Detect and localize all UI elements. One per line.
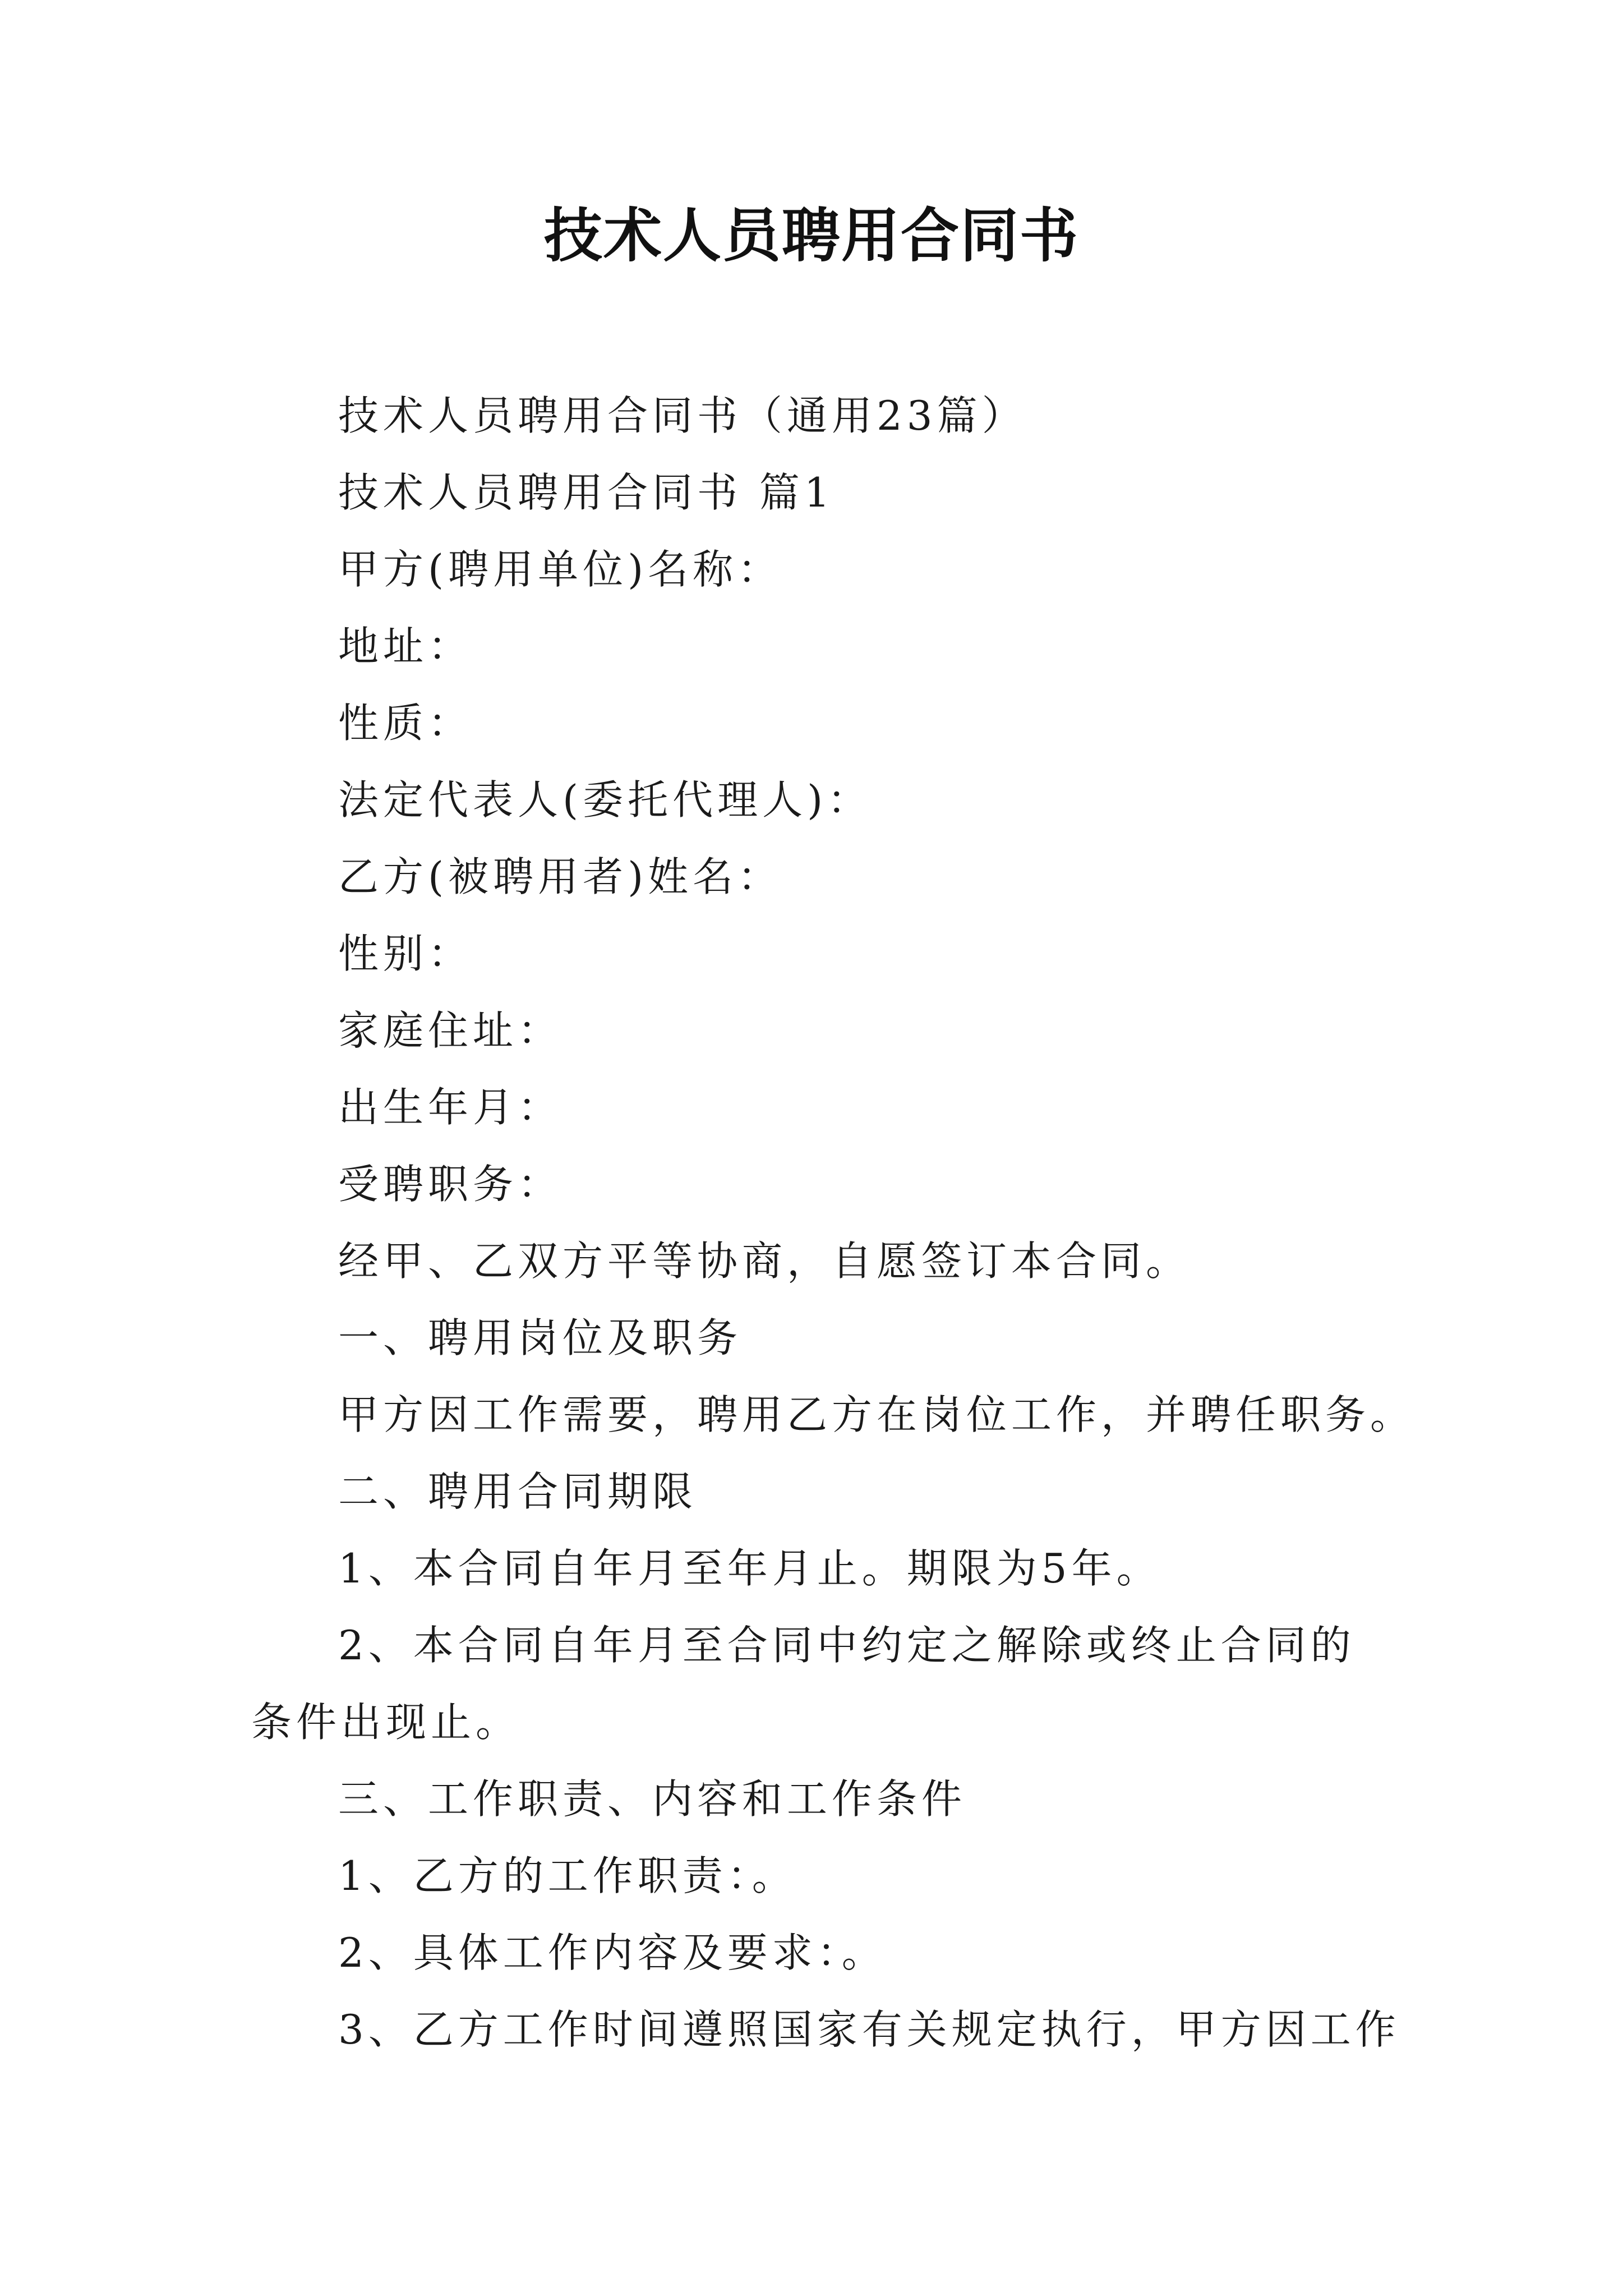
paragraph-line: 甲方(聘用单位)名称： <box>338 546 783 593</box>
paragraph-line: 2、具体工作内容及要求：。 <box>338 1929 887 1976</box>
paragraph-line: 2、本合同自年月至合同中约定之解除或终止合同的条件出现止。 <box>251 1622 1355 1746</box>
paragraph-line: 家庭住址： <box>338 1007 563 1054</box>
paragraph-line: 受聘职务： <box>338 1161 563 1208</box>
paragraph-line: 甲方因工作需要，聘用乙方在岗位工作，并聘任职务。 <box>338 1391 1415 1438</box>
paragraph-line: 性质： <box>338 700 473 747</box>
paragraph-line: 1、本合同自年月至年月止。期限为5年。 <box>338 1545 1161 1592</box>
paragraph-line: 一、聘用岗位及职务 <box>338 1314 743 1361</box>
document-title: 技术人员聘用合同书 <box>543 201 1079 270</box>
paragraph-line: 3、乙方工作时间遵照国家有关规定执行，甲方因工作 <box>338 2006 1400 2053</box>
paragraph-line: 乙方(被聘用者)姓名： <box>338 853 783 900</box>
paragraph-line: 1、乙方的工作职责：。 <box>338 1852 797 1899</box>
paragraph-line: 地址： <box>338 623 473 670</box>
paragraph-line: 三、工作职责、内容和工作条件 <box>338 1775 967 1823</box>
paragraph-line: 经甲、乙双方平等协商，自愿签订本合同。 <box>338 1237 1191 1285</box>
document-body <box>251 378 1415 2068</box>
paragraph-line: 法定代表人(委托代理人)： <box>338 776 873 823</box>
paragraph-line: 技术人员聘用合同书 篇1 <box>338 469 834 516</box>
paragraph-line: 性别： <box>338 930 473 977</box>
paragraph-line: 出生年月： <box>338 1084 563 1131</box>
paragraph-line: 二、聘用合同期限 <box>338 1468 698 1515</box>
paragraph-line: 技术人员聘用合同书（通用23篇） <box>338 392 1027 439</box>
